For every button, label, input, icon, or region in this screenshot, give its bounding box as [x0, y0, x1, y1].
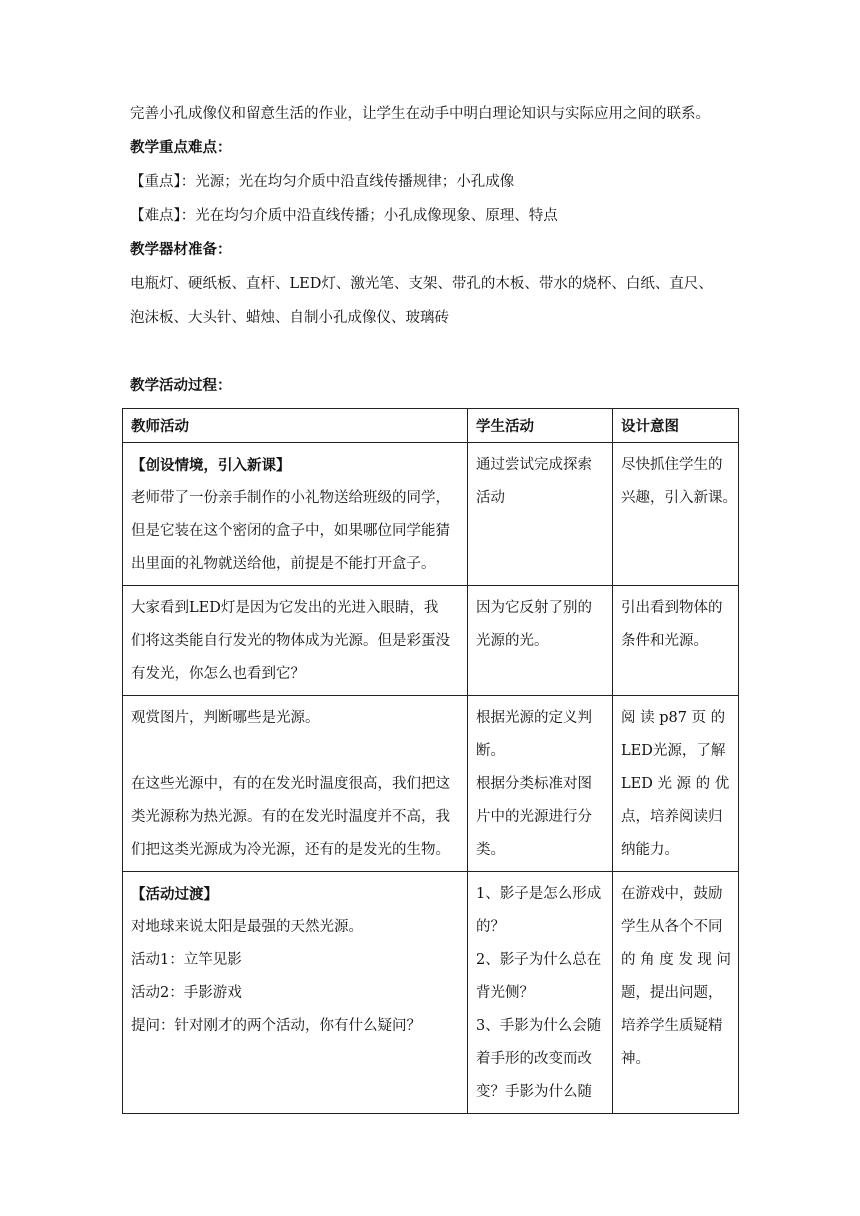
- equipment-list-line-1: 电瓶灯、硬纸板、直杆、LED灯、激光笔、支架、带孔的木板、带水的烧杯、白纸、直尺、: [130, 276, 713, 292]
- teacher-text: 对地球来说太阳是最强的天然光源。: [131, 919, 363, 935]
- table-row: [123, 443, 739, 586]
- blank-line: [131, 735, 459, 768]
- teacher-cell: [123, 872, 468, 1114]
- intent-text: 阅 读 p87 页 的: [621, 710, 726, 726]
- section-title: 【活动过渡】: [131, 886, 218, 903]
- intent-cell: [613, 872, 739, 1114]
- header-student-activity: 学生活动: [468, 409, 613, 443]
- table-row: [123, 872, 739, 1114]
- teacher-cell: [123, 696, 468, 872]
- intent-text: 题，提出问题，: [621, 985, 723, 1001]
- student-text: 类。: [476, 842, 505, 858]
- teacher-text: 老师带了一份亲手制作的小礼物送给班级的同学，: [131, 490, 450, 506]
- student-text: 根据光源的定义判: [476, 710, 592, 726]
- teacher-text: 有发光，你怎么也看到它？: [131, 666, 305, 682]
- teacher-text: 出里面的礼物就送给他，前提是不能打开盒子。: [131, 556, 436, 572]
- difficulty-point: 【难点】：光在均匀介质中沿直线传播；小孔成像现象、原理、特点: [130, 208, 558, 224]
- teacher-text: 类光源称为热光源。有的在发光时温度并不高，我: [131, 809, 450, 825]
- equipment-list-line-2: 泡沫板、大头针、蜡烛、自制小孔成像仪、玻璃砖: [130, 310, 449, 326]
- focus-heading: 教学重点难点：: [130, 139, 232, 156]
- header-design-intent: 设计意图: [613, 409, 739, 443]
- equipment-heading: 教学器材准备：: [130, 241, 232, 258]
- intent-text: 点，培养阅读归: [621, 809, 723, 825]
- intent-cell: [613, 696, 739, 872]
- teacher-text: 在这些光源中，有的在发光时温度很高，我们把这: [131, 776, 450, 792]
- intent-text: 兴趣，引入新课。: [621, 490, 737, 506]
- process-heading: 教学活动过程：: [130, 377, 232, 394]
- student-text: 3、手影为什么会随: [476, 1018, 602, 1034]
- student-text: 背光侧？: [476, 985, 534, 1001]
- teacher-text: 活动2：手影游戏: [131, 985, 242, 1001]
- student-text: 1、影子是怎么形成: [476, 886, 602, 902]
- intro-paragraph: 完善小孔成像仪和留意生活的作业，让学生在动手中明白理论知识与实际应用之间的联系。: [130, 106, 710, 122]
- student-text: 活动: [476, 490, 505, 506]
- intent-text: 纳能力。: [621, 842, 679, 858]
- student-text: 变？手影为什么随: [476, 1084, 592, 1100]
- key-point: 【重点】：光源；光在均匀介质中沿直线传播规律；小孔成像: [130, 174, 515, 190]
- intent-text: 条件和光源。: [621, 633, 708, 649]
- student-cell: [468, 872, 613, 1114]
- teacher-text: 活动1：立竿见影: [131, 952, 242, 968]
- teacher-text: 提问：针对刚才的两个活动，你有什么疑问？: [131, 1018, 421, 1034]
- student-text: 的？: [476, 919, 505, 935]
- activity-table: [122, 408, 739, 1114]
- teacher-text: 们将这类能自行发光的物体成为光源。但是彩蛋没: [131, 633, 450, 649]
- intent-cell: [613, 443, 739, 586]
- intent-text: LED光源，了解: [621, 743, 726, 759]
- header-teacher-activity: 教师活动: [123, 409, 468, 443]
- teacher-cell: [123, 443, 468, 586]
- student-text: 根据分类标准对图: [476, 776, 592, 792]
- intent-text: LED 光 源 的 优: [621, 776, 730, 792]
- teacher-text: 们把这类光源成为冷光源，还有的是发光的生物。: [131, 842, 450, 858]
- student-text: 2、影子为什么总在: [476, 952, 602, 968]
- intent-text: 培养学生质疑精: [621, 1018, 723, 1034]
- document-body: [130, 104, 740, 410]
- section-title: 【创设情境，引入新课】: [131, 457, 291, 474]
- intent-text: 在游戏中，鼓励: [621, 886, 723, 902]
- table-header-row: [123, 409, 739, 443]
- student-cell: [468, 443, 613, 586]
- student-text: 因为它反射了别的: [476, 600, 592, 616]
- intent-cell: [613, 586, 739, 696]
- intent-text: 的 角 度 发 现 问: [621, 952, 732, 968]
- intent-text: 尽快抓住学生的: [621, 457, 723, 473]
- student-text: 片中的光源进行分: [476, 809, 592, 825]
- table-row: [123, 696, 739, 872]
- student-cell: [468, 586, 613, 696]
- intent-text: 学生从各个不同: [621, 919, 723, 935]
- student-text: 断。: [476, 743, 505, 759]
- table-row: [123, 586, 739, 696]
- student-text: 光源的光。: [476, 633, 549, 649]
- teacher-cell: [123, 586, 468, 696]
- student-cell: [468, 696, 613, 872]
- intent-text: 引出看到物体的: [621, 600, 723, 616]
- intent-text: 神。: [621, 1051, 650, 1067]
- teacher-text: 大家看到LED灯是因为它发出的光进入眼睛，我: [131, 600, 439, 616]
- teacher-text: 观赏图片，判断哪些是光源。: [131, 710, 320, 726]
- teacher-text: 但是它装在这个密闭的盒子中，如果哪位同学能猜: [131, 523, 450, 539]
- student-text: 着手形的改变而改: [476, 1051, 592, 1067]
- student-text: 通过尝试完成探索: [476, 457, 592, 473]
